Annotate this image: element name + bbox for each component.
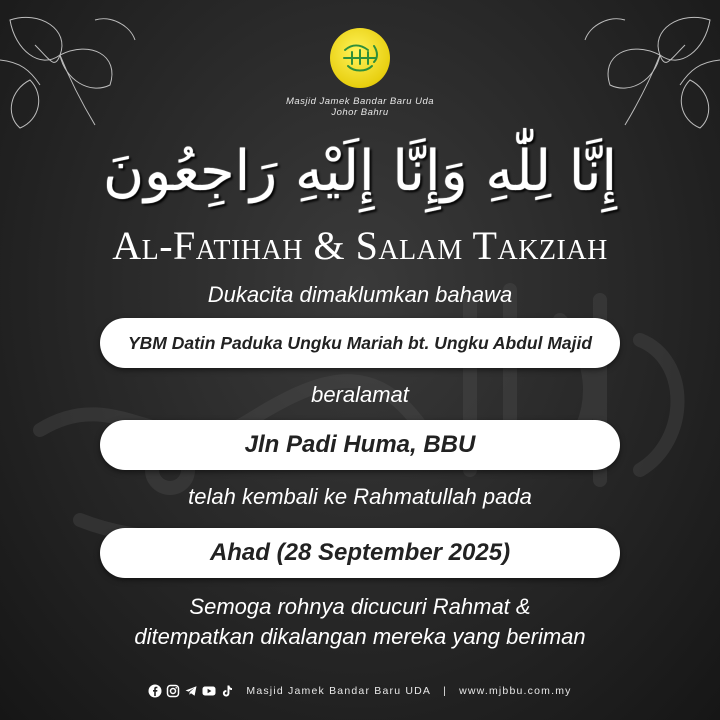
intro-text: Dukacita dimaklumkan bahawa (207, 282, 513, 307)
floral-corner-left (0, 0, 150, 140)
address-value: Jln Padi Huma, BBU (244, 431, 476, 458)
floral-corner-right (570, 0, 720, 140)
passed-label: telah kembali ke Rahmatullah pada (188, 484, 532, 509)
organization-name: Masjid Jamek Bandar Baru Uda (285, 96, 435, 107)
footer-separator: | (443, 685, 448, 697)
facebook-icon[interactable] (148, 684, 162, 698)
telegram-icon[interactable] (184, 684, 198, 698)
prayer-line-2: ditempatkan dikalangan mereka yang beriman (134, 624, 586, 649)
instagram-icon[interactable] (166, 684, 180, 698)
footer-organization: Masjid Jamek Bandar Baru UDA (246, 685, 432, 697)
footer (0, 682, 720, 700)
date-pill (100, 528, 620, 578)
arabic-calligraphy: إِنَّا لِلّٰهِ وَإِنَّا إِلَيْهِ رَاجِعُونَ (102, 139, 618, 204)
organization-city: Johor Bahru (331, 107, 389, 118)
mosque-calligraphy-logo-icon (330, 28, 390, 88)
footer-website-link[interactable]: www.mjbbu.com.my (459, 685, 572, 697)
deceased-name-pill (100, 318, 620, 368)
youtube-icon[interactable] (202, 684, 216, 698)
date-value: Ahad (28 September 2025) (209, 539, 511, 566)
mosque-logo (330, 28, 390, 88)
tiktok-icon[interactable] (220, 684, 234, 698)
prayer-line-1: Semoga rohnya dicucuri Rahmat & (189, 594, 531, 619)
main-heading: Al-Fatihah & Salam Takziah (112, 223, 608, 268)
address-pill (100, 420, 620, 470)
deceased-name: YBM Datin Paduka Ungku Mariah bt. Ungku Abdul Majid (127, 332, 593, 353)
address-label: beralamat (311, 382, 409, 407)
